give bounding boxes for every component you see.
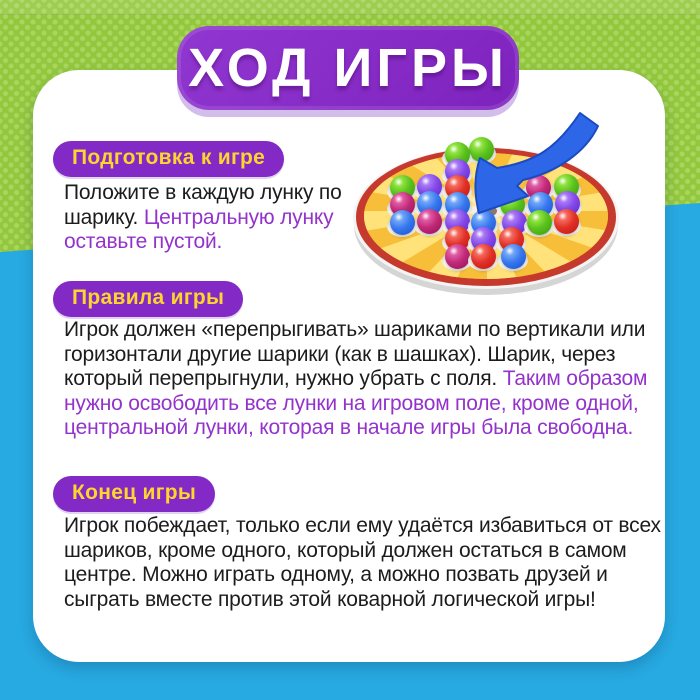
paragraph-end xyxy=(64,514,684,612)
text-main: Положите в каждую лунку по шарику. xyxy=(64,181,342,229)
section-badge-preparation xyxy=(53,141,284,177)
text-main: Игрок должен «перепрыгивать» шариками по вертикали или горизонтали другие шарики (как в шашках). Шарик, через который перепрыгнули, нужно убрать с поля. xyxy=(64,318,646,390)
section-badge-end xyxy=(53,476,215,512)
top-edge-strip xyxy=(0,0,700,15)
section-badge-rules xyxy=(53,281,243,317)
badge-label: Конец игры xyxy=(72,481,197,504)
text-accent: Центральную лунку оставьте пустой. xyxy=(64,205,334,253)
title-plaque xyxy=(177,26,519,110)
badge-label: Подготовка к игре xyxy=(72,146,266,169)
text-main: Игрок побеждает, только если ему удаётся избавиться от всех шариков, кроме одного, который должен остаться в самом центре. Можно играть одному, а можно позвать друзей и сыграть вместе против этой коварной логической игры! xyxy=(64,514,661,611)
game-board-illustration xyxy=(330,105,680,305)
center-hole xyxy=(477,205,497,217)
badge-label: Правила игры xyxy=(72,286,225,309)
page-title: ХОД ИГРЫ xyxy=(188,38,508,98)
text-accent: Таким образом нужно освободить все лунки на игровом поле, кроме одной, центральной лунки, которая в начале игры была свободна. xyxy=(64,367,648,439)
paragraph-rules xyxy=(64,318,652,441)
